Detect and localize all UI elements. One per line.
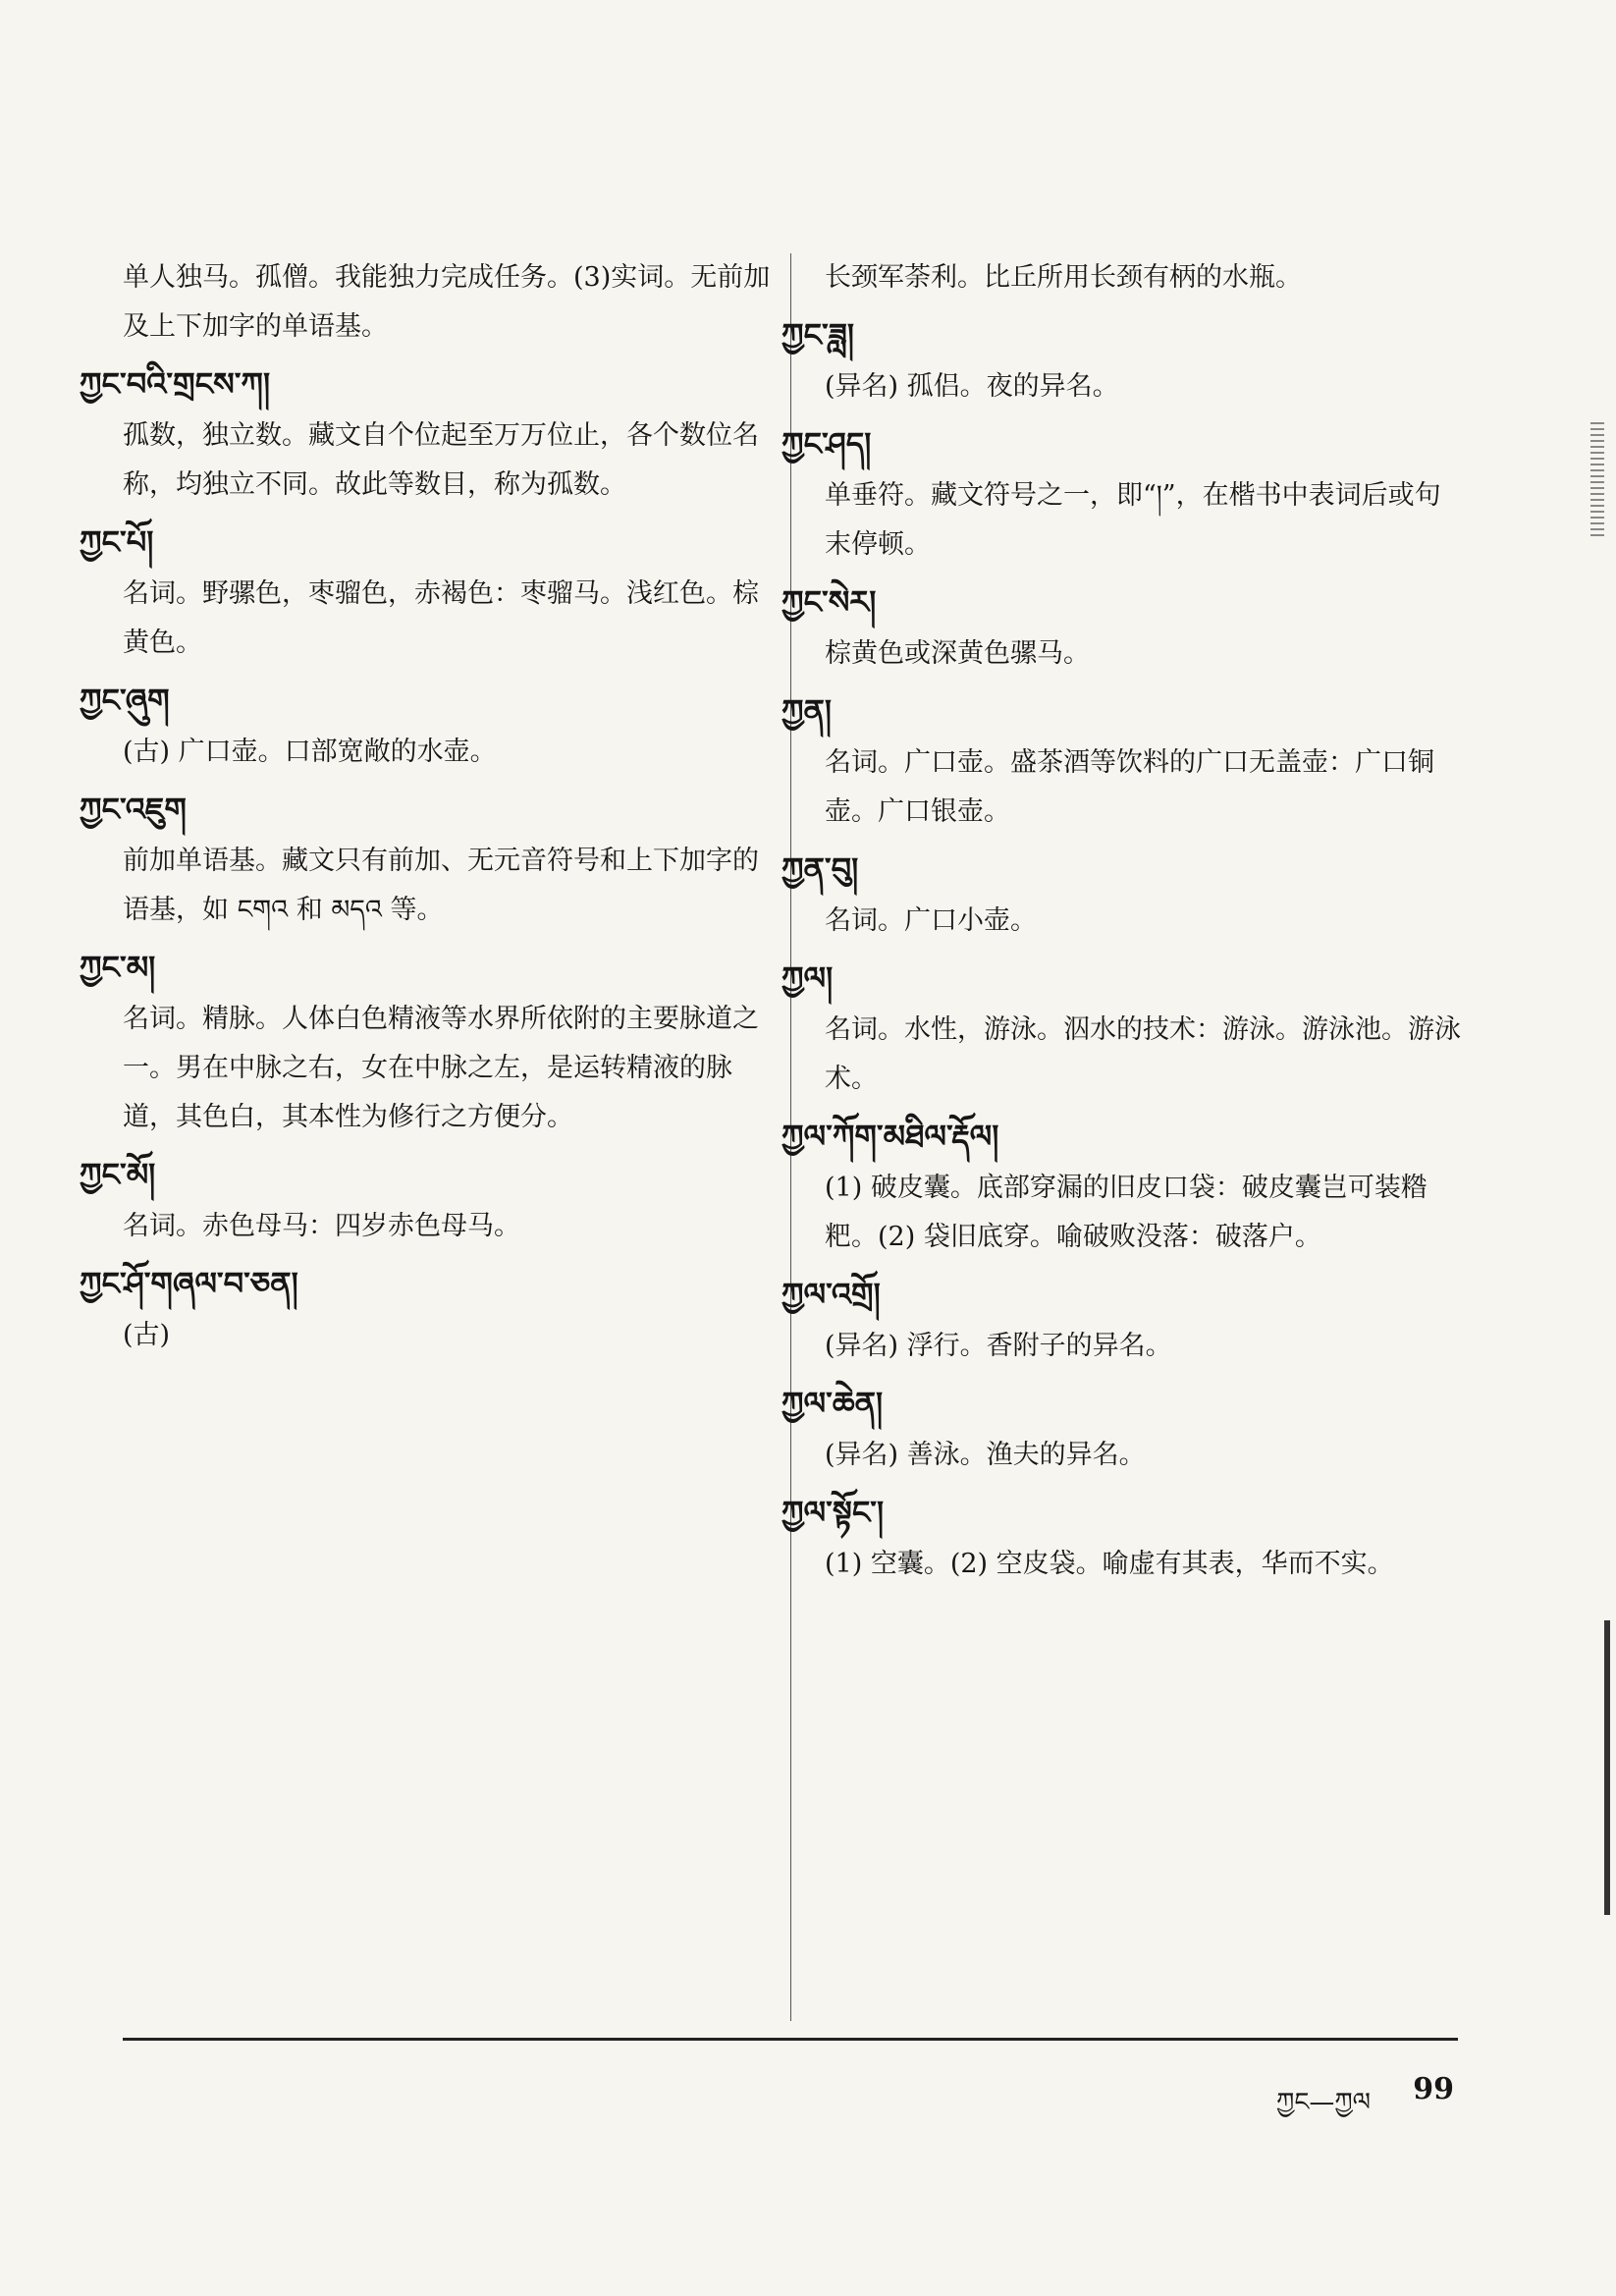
entry [781, 1488, 1463, 1589]
entry-definition: (异名) 浮行。香附子的异名。 [825, 1331, 1172, 1361]
right-column [781, 253, 1463, 1597]
entry [781, 686, 1463, 837]
entry [80, 1150, 771, 1251]
entry-definition: (异名) 孤侣。夜的异名。 [825, 371, 1119, 402]
entry [80, 518, 771, 668]
scan-edge-bar [1604, 1620, 1610, 1915]
entry [781, 577, 1463, 679]
entry-headword: ཀྱང་བའི་གྲངས་ཀ། [80, 365, 271, 403]
scan-edge-marks [1590, 422, 1604, 540]
entry-headword: ཀྱང་འཇུག [80, 791, 187, 828]
entry-definition: 单垂符。藏文符号之一，即“།”，在楷书中表词后或句末停顿。 [825, 480, 1441, 560]
footer-rule [123, 2038, 1458, 2041]
entry-headword: ཀྱང་མ། [80, 949, 156, 986]
entry [80, 676, 771, 777]
entry [781, 1270, 1463, 1371]
entry-definition: (古) 广口壶。口部宽敞的水壶。 [123, 737, 497, 767]
entry-headword: ཀྱང་ཞུག [80, 682, 170, 719]
entry-headword: ཀྱལ་ཆེན། [781, 1385, 884, 1422]
entry-headword: ཀྱང་མོ། [80, 1156, 156, 1193]
entry-headword: ཀྱང་སེར། [781, 583, 877, 621]
entry-headword: ཀྱང་ཟླ། [781, 316, 854, 354]
entry-continued [825, 253, 1463, 302]
entry [781, 1379, 1463, 1480]
entry-headword: ཀྱང་པོ། [80, 523, 154, 561]
entry [80, 359, 771, 510]
entry-definition: 名词。广口小壶。 [825, 905, 1037, 936]
entry-definition: 名词。野骡色，枣骝色，赤褐色：枣骝马。浅红色。棕黄色。 [123, 578, 759, 658]
entry [80, 785, 771, 935]
page-number: 99 [1413, 2072, 1454, 2106]
entry-headword: ཀྱལ་སྟོང་། [781, 1494, 885, 1531]
entry-definition: 长颈军荼利。比丘所用长颈有柄的水瓶。 [825, 262, 1302, 293]
entry-definition: 名词。精脉。人体白色精液等水界所依附的主要脉道之一。男在中脉之右，女在中脉之左，是运转精液的脉道，其色白，其本性为修行之方便分。 [123, 1004, 759, 1132]
entry-headword: ཀྱལ། [781, 959, 834, 997]
entry [781, 845, 1463, 946]
entry-definition: 名词。赤色母马：四岁赤色母马。 [123, 1211, 520, 1241]
entry-definition: (古) [123, 1320, 171, 1350]
entry-definition: 前加单语基。藏文只有前加、无元音符号和上下加字的语基，如 ངགའ 和 མདའ 等。 [123, 846, 759, 925]
entry-headword: ཀྱང་ཤོ་གཞལ་བ་ཅན། [80, 1265, 298, 1302]
entry-definition: 名词。水性，游泳。泅水的技术：游泳。游泳池。游泳术。 [825, 1014, 1461, 1094]
guide-words: ཀྱང—ཀྱལ [1276, 2088, 1371, 2117]
entry-definition: 棕黄色或深黄色骡马。 [825, 638, 1090, 669]
entry-headword: ཀྱང་ཤད། [781, 425, 872, 463]
entry-definition: 名词。广口壶。盛茶酒等饮料的广口无盖壶：广口铜壶。广口银壶。 [825, 747, 1434, 827]
entry-definition: (异名) 善泳。渔夫的异名。 [825, 1440, 1146, 1470]
entry-continued [123, 253, 771, 352]
entry [80, 1259, 771, 1360]
entry [80, 943, 771, 1142]
entry-headword: ཀྱལ་ཀོག་མཐིལ་རྡོལ། [781, 1118, 999, 1155]
entry-definition: 单人独马。孤僧。我能独力完成任务。(3)实词。无前加及上下加字的单语基。 [123, 262, 771, 342]
entry-definition: 孤数，独立数。藏文自个位起至万万位止，各个数位名称，均独立不同。故此等数目，称为孤数。 [123, 420, 759, 500]
entry [781, 1112, 1463, 1262]
entry-definition: (1) 破皮囊。底部穿漏的旧皮口袋：破皮囊岂可装糌粑。(2) 袋旧底穿。喻破败没落：破落户。 [825, 1173, 1427, 1252]
entry [781, 310, 1463, 411]
entry [781, 419, 1463, 570]
entry-headword: ཀྱན། [781, 692, 832, 730]
entry-headword: ཀྱལ་འགྲོ། [781, 1276, 881, 1313]
entry-headword: ཀྱན་བུ། [781, 850, 859, 888]
entry [781, 954, 1463, 1104]
left-column [80, 253, 771, 1368]
entry-definition: (1) 空囊。(2) 空皮袋。喻虚有其表，华而不实。 [825, 1549, 1394, 1579]
